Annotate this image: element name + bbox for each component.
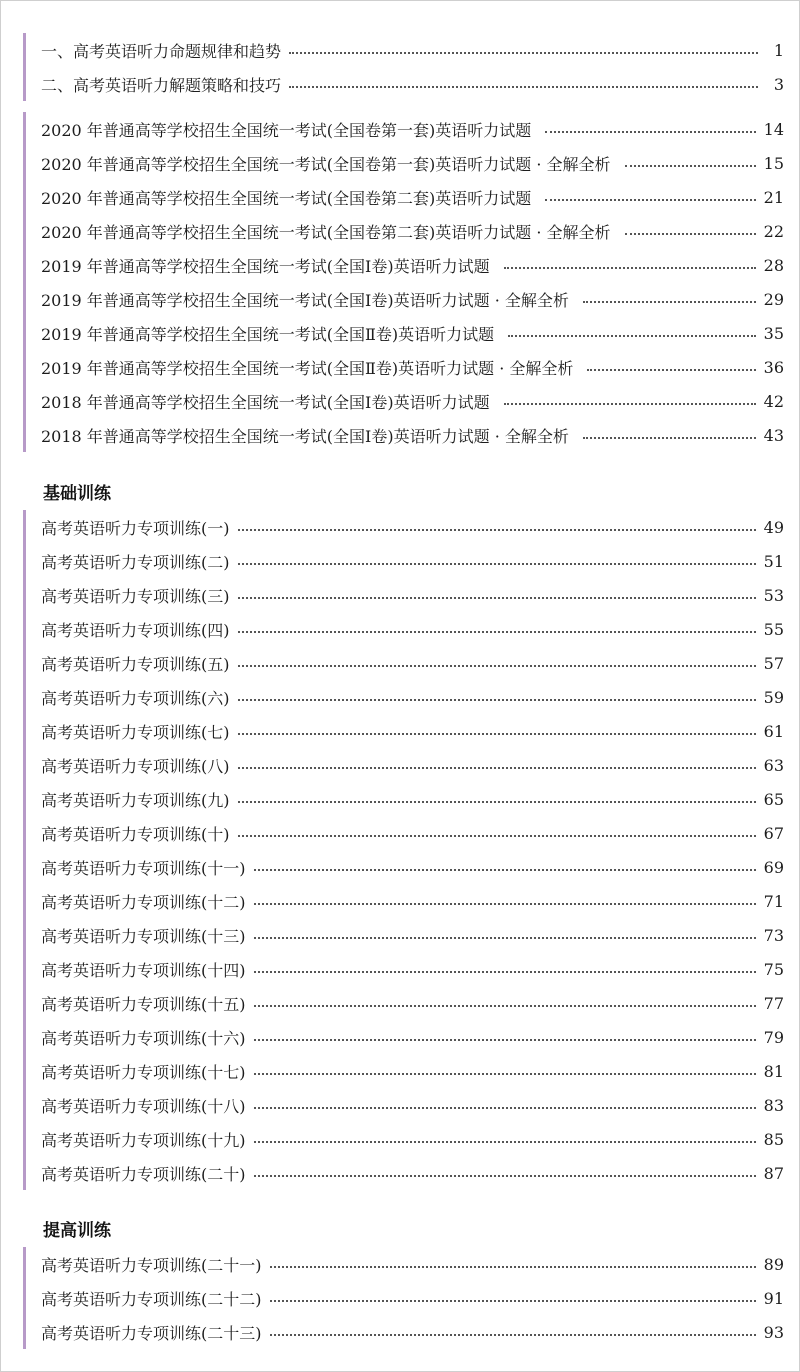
toc-entry-page-number: 85: [763, 1129, 784, 1149]
toc-group-intro: [23, 33, 784, 101]
dot-leader: [238, 733, 756, 735]
toc-entry-page-number: 93: [763, 1322, 784, 1342]
dot-leader: [625, 165, 756, 167]
toc-entry[interactable]: [26, 816, 784, 850]
toc-entry-page-number: 69: [763, 857, 784, 877]
toc-entry-title: 高考英语听力专项训练(二): [41, 552, 230, 572]
toc-entry[interactable]: [26, 146, 784, 180]
toc-entry-title: 2019 年普通高等学校招生全国统一考试(全国Ⅰ卷)英语听力试题 · 全解全析: [41, 290, 569, 310]
toc-entry[interactable]: [26, 986, 784, 1020]
toc-entry-title: 高考英语听力专项训练(六): [41, 688, 230, 708]
toc-entry[interactable]: [26, 180, 784, 214]
toc-entry[interactable]: [26, 316, 784, 350]
toc-entry[interactable]: [26, 1054, 784, 1088]
toc-group-advanced: [23, 1247, 784, 1349]
toc-entry-title: 二、高考英语听力解题策略和技巧: [41, 75, 282, 95]
toc-entry[interactable]: [26, 67, 784, 101]
toc-entry-title: 高考英语听力专项训练(八): [41, 756, 230, 776]
toc-entry[interactable]: [26, 1122, 784, 1156]
toc-entry[interactable]: [26, 1156, 784, 1190]
toc-entry-title: 高考英语听力专项训练(十三): [41, 926, 246, 946]
toc-entry[interactable]: [26, 748, 784, 782]
toc-entry-title: 高考英语听力专项训练(七): [41, 722, 230, 742]
toc-entry-page-number: 65: [763, 789, 784, 809]
dot-leader: [583, 301, 756, 303]
toc-entry-page-number: 83: [763, 1095, 784, 1115]
toc-entry-page-number: 29: [763, 289, 784, 309]
toc-entry-title: 高考英语听力专项训练(十七): [41, 1062, 246, 1082]
dot-leader: [504, 267, 756, 269]
toc-entry-title: 高考英语听力专项训练(二十): [41, 1164, 246, 1184]
toc-entry-title: 高考英语听力专项训练(四): [41, 620, 230, 640]
dot-leader: [254, 903, 756, 905]
dot-leader: [270, 1334, 756, 1336]
toc-entry-page-number: 77: [763, 993, 784, 1013]
toc-entry-title: 高考英语听力专项训练(十一): [41, 858, 246, 878]
toc-entry-title: 高考英语听力专项训练(一): [41, 518, 230, 538]
toc-entry-page-number: 71: [763, 891, 784, 911]
dot-leader: [254, 1073, 756, 1075]
toc-entry-page-number: 91: [763, 1288, 784, 1308]
dot-leader: [587, 369, 755, 371]
toc-entry-title: 高考英语听力专项训练(十八): [41, 1096, 246, 1116]
toc-entry-page-number: 42: [763, 391, 784, 411]
dot-leader: [254, 1141, 756, 1143]
toc-entry-title: 高考英语听力专项训练(二十二): [41, 1289, 262, 1309]
toc-entry[interactable]: [26, 918, 784, 952]
section-heading-basic: 基础训练: [43, 484, 111, 504]
toc-entry[interactable]: [26, 952, 784, 986]
toc-entry-page-number: 87: [763, 1163, 784, 1183]
toc-entry-title: 高考英语听力专项训练(十五): [41, 994, 246, 1014]
toc-entry-title: 高考英语听力专项训练(十九): [41, 1130, 246, 1150]
toc-entry[interactable]: [26, 1281, 784, 1315]
toc-entry-page-number: 61: [763, 721, 784, 741]
dot-leader: [238, 597, 756, 599]
dot-leader: [289, 52, 758, 54]
toc-entry-page-number: 15: [763, 153, 784, 173]
toc-entry[interactable]: [26, 510, 784, 544]
toc-entry-title: 2018 年普通高等学校招生全国统一考试(全国Ⅰ卷)英语听力试题 · 全解全析: [41, 426, 569, 446]
toc-entry-page-number: 22: [763, 221, 784, 241]
toc-entry[interactable]: [26, 714, 784, 748]
toc-entry[interactable]: [26, 1088, 784, 1122]
toc-entry[interactable]: [26, 112, 784, 146]
toc-entry-page-number: 63: [763, 755, 784, 775]
toc-entry[interactable]: [26, 680, 784, 714]
toc-entry-page-number: 51: [763, 551, 784, 571]
toc-entry[interactable]: [26, 214, 784, 248]
toc-entry[interactable]: [26, 418, 784, 452]
toc-group-basic: [23, 510, 784, 1190]
section-heading-advanced: 提高训练: [43, 1221, 111, 1241]
toc-entry-title: 2018 年普通高等学校招生全国统一考试(全国Ⅰ卷)英语听力试题: [41, 392, 490, 412]
toc-entry-page-number: 75: [763, 959, 784, 979]
toc-entry-page-number: 55: [763, 619, 784, 639]
toc-entry-title: 高考英语听力专项训练(十二): [41, 892, 246, 912]
toc-entry-page-number: 3: [773, 74, 784, 94]
toc-entry[interactable]: [26, 1315, 784, 1349]
toc-entry[interactable]: [26, 884, 784, 918]
toc-entry-page-number: 49: [763, 517, 784, 537]
dot-leader: [238, 835, 756, 837]
dot-leader: [504, 403, 756, 405]
toc-entry[interactable]: [26, 544, 784, 578]
dot-leader: [254, 971, 756, 973]
toc-entry-page-number: 53: [763, 585, 784, 605]
dot-leader: [238, 801, 756, 803]
toc-entry-page-number: 59: [763, 687, 784, 707]
dot-leader: [238, 631, 756, 633]
toc-entry-page-number: 57: [763, 653, 784, 673]
dot-leader: [238, 767, 756, 769]
toc-entry-title: 2020 年普通高等学校招生全国统一考试(全国卷第二套)英语听力试题 · 全解全析: [41, 222, 611, 242]
toc-entry-title: 一、高考英语听力命题规律和趋势: [41, 41, 282, 61]
toc-entry-title: 高考英语听力专项训练(二十三): [41, 1323, 262, 1343]
toc-entry-title: 2019 年普通高等学校招生全国统一考试(全国Ⅱ卷)英语听力试题 · 全解全析: [41, 358, 574, 378]
toc-entry[interactable]: [26, 646, 784, 680]
dot-leader: [254, 937, 756, 939]
dot-leader: [254, 1175, 756, 1177]
toc-entry[interactable]: [26, 1020, 784, 1054]
toc-entry[interactable]: [26, 33, 784, 67]
toc-entry-title: 2019 年普通高等学校招生全国统一考试(全国Ⅱ卷)英语听力试题: [41, 324, 495, 344]
dot-leader: [270, 1266, 756, 1268]
toc-entry-title: 高考英语听力专项训练(十): [41, 824, 230, 844]
dot-leader: [254, 1039, 756, 1041]
toc-entry-page-number: 67: [763, 823, 784, 843]
toc-entry-page-number: 28: [763, 255, 784, 275]
toc-entry[interactable]: [26, 282, 784, 316]
toc-entry-page-number: 79: [763, 1027, 784, 1047]
toc-entry[interactable]: [26, 384, 784, 418]
dot-leader: [238, 665, 756, 667]
toc-entry-page-number: 36: [763, 357, 784, 377]
toc-entry-title: 高考英语听力专项训练(三): [41, 586, 230, 606]
toc-entry-title: 高考英语听力专项训练(九): [41, 790, 230, 810]
toc-entry-page-number: 43: [763, 425, 784, 445]
toc-entry-title: 高考英语听力专项训练(十六): [41, 1028, 246, 1048]
dot-leader: [254, 869, 756, 871]
dot-leader: [625, 233, 756, 235]
toc-entry-page-number: 1: [773, 40, 784, 60]
dot-leader: [583, 437, 756, 439]
toc-entry-title: 2020 年普通高等学校招生全国统一考试(全国卷第二套)英语听力试题: [41, 188, 532, 208]
toc-entry-title: 2020 年普通高等学校招生全国统一考试(全国卷第一套)英语听力试题: [41, 120, 532, 140]
toc-entry[interactable]: [26, 850, 784, 884]
dot-leader: [545, 199, 755, 201]
toc-entry[interactable]: [26, 612, 784, 646]
toc-entry-page-number: 81: [763, 1061, 784, 1081]
dot-leader: [238, 563, 756, 565]
toc-entry-page-number: 35: [763, 323, 784, 343]
dot-leader: [254, 1107, 756, 1109]
dot-leader: [545, 131, 755, 133]
toc-entry-title: 高考英语听力专项训练(二十一): [41, 1255, 262, 1275]
toc-entry-title: 高考英语听力专项训练(五): [41, 654, 230, 674]
toc-group-exams: [23, 112, 784, 452]
toc-entry-title: 2020 年普通高等学校招生全国统一考试(全国卷第一套)英语听力试题 · 全解全析: [41, 154, 611, 174]
toc-entry-title: 2019 年普通高等学校招生全国统一考试(全国Ⅰ卷)英语听力试题: [41, 256, 490, 276]
toc-entry[interactable]: [26, 578, 784, 612]
toc-entry[interactable]: [26, 248, 784, 282]
toc-entry-page-number: 14: [763, 119, 784, 139]
dot-leader: [238, 529, 756, 531]
dot-leader: [508, 335, 755, 337]
toc-entry-title: 高考英语听力专项训练(十四): [41, 960, 246, 980]
dot-leader: [289, 86, 758, 88]
dot-leader: [270, 1300, 756, 1302]
toc-entry[interactable]: [26, 782, 784, 816]
toc-entry-page-number: 73: [763, 925, 784, 945]
dot-leader: [238, 699, 756, 701]
toc-entry[interactable]: [26, 350, 784, 384]
dot-leader: [254, 1005, 756, 1007]
toc-entry-page-number: 21: [763, 187, 784, 207]
toc-entry-page-number: 89: [763, 1254, 784, 1274]
toc-entry[interactable]: [26, 1247, 784, 1281]
